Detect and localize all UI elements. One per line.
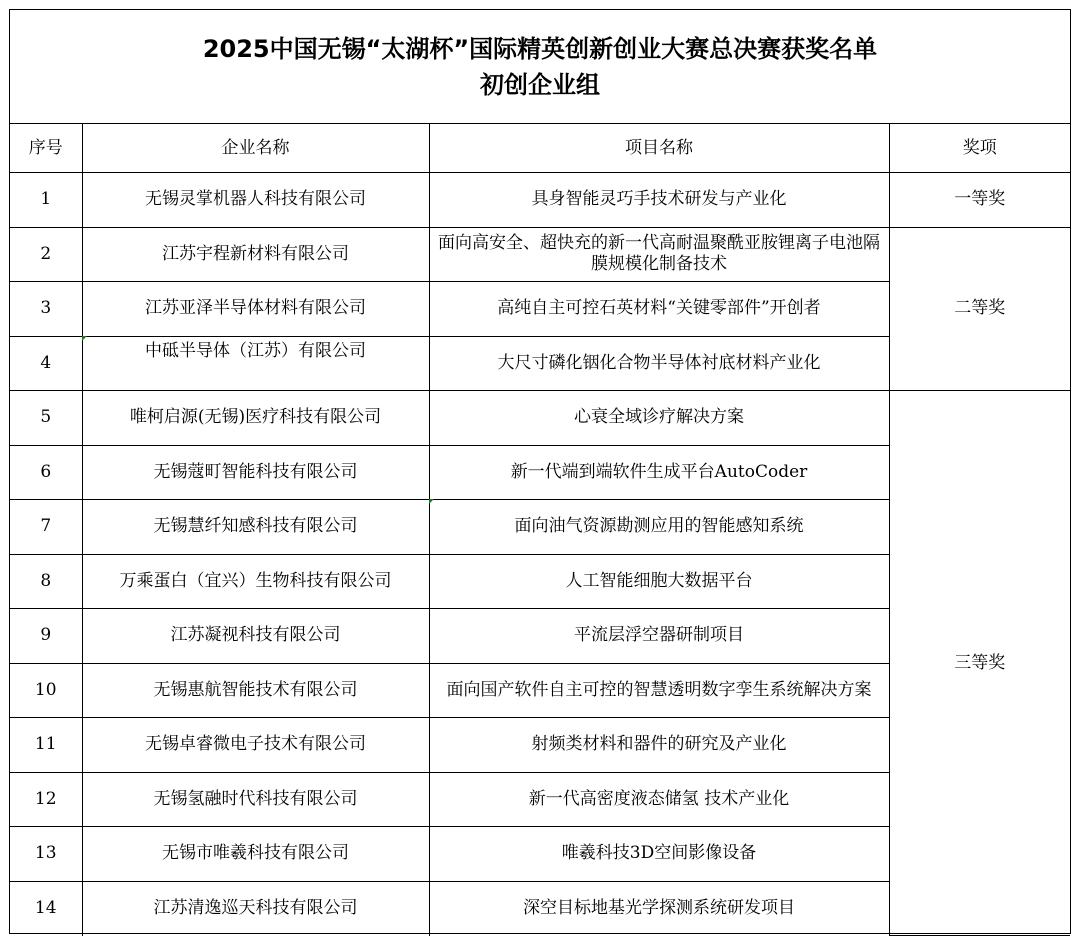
cell-company: 无锡惠航智能技术有限公司: [82, 663, 429, 718]
cell-no: 6: [10, 445, 82, 500]
cell-project: 射频类材料和器件的研究及产业化: [429, 718, 889, 773]
cell-no: 5: [10, 391, 82, 446]
award-table: [10, 123, 1070, 936]
cell-project: 具身智能灵巧手技术研发与产业化: [429, 173, 889, 228]
cell-no: 14: [10, 881, 82, 936]
cell-company: 无锡慧纤知感科技有限公司: [82, 500, 429, 555]
cell-no: 7: [10, 500, 82, 555]
cell-company: 中砥半导体（江苏）有限公司: [82, 336, 429, 391]
cell-project: 高纯自主可控石英材料“关键零部件”开创者: [429, 282, 889, 337]
cell-company: 无锡蔻町智能科技有限公司: [82, 445, 429, 500]
title-block: [10, 10, 1070, 124]
cell-project: 面向国产软件自主可控的智慧透明数字孪生系统解决方案: [429, 663, 889, 718]
cell-award-first: 一等奖: [889, 173, 1070, 228]
cell-no: 3: [10, 282, 82, 337]
cell-company: 江苏凝视科技有限公司: [82, 609, 429, 664]
cell-no: 11: [10, 718, 82, 773]
cell-project: 平流层浮空器研制项目: [429, 609, 889, 664]
header-award: 奖项: [889, 124, 1070, 173]
cell-no: 13: [10, 827, 82, 882]
table-row: [10, 391, 1070, 446]
cell-no: 1: [10, 173, 82, 228]
cell-project: 新一代端到端软件生成平台AutoCoder: [429, 445, 889, 500]
table-header-row: [10, 124, 1070, 173]
cell-company: 唯柯启源(无锡)医疗科技有限公司: [82, 391, 429, 446]
cell-award-third: 三等奖: [889, 391, 1070, 936]
cell-project: 面向油气资源勘测应用的智能感知系统: [429, 500, 889, 555]
page-title: 2025中国无锡“太湖杯”国际精英创新创业大赛总决赛获奖名单: [202, 34, 878, 63]
table-row: [10, 173, 1070, 228]
cell-company: 江苏清逸巡天科技有限公司: [82, 881, 429, 936]
cell-no: 2: [10, 227, 82, 282]
cell-no: 12: [10, 772, 82, 827]
cell-project: 心衰全域诊疗解决方案: [429, 391, 889, 446]
page-subtitle: 初创企业组: [480, 70, 600, 99]
cell-project: 新一代高密度液态储氢 技术产业化: [429, 772, 889, 827]
header-company: 企业名称: [82, 124, 429, 173]
cell-project: 大尺寸磷化铟化合物半导体衬底材料产业化: [429, 336, 889, 391]
cell-no: 8: [10, 554, 82, 609]
header-project: 项目名称: [429, 124, 889, 173]
comment-indicator-icon: [82, 336, 87, 341]
cell-no: 10: [10, 663, 82, 718]
cell-award-second: 二等奖: [889, 227, 1070, 391]
cell-company: 万乘蛋白（宜兴）生物科技有限公司: [82, 554, 429, 609]
cell-no: 9: [10, 609, 82, 664]
table-row: [10, 227, 1070, 282]
cell-project: 深空目标地基光学探测系统研发项目: [429, 881, 889, 936]
cell-project: 唯羲科技3D空间影像设备: [429, 827, 889, 882]
cell-company: 江苏亚泽半导体材料有限公司: [82, 282, 429, 337]
header-no: 序号: [10, 124, 82, 173]
comment-indicator-icon: [429, 499, 434, 504]
cell-project: 面向高安全、超快充的新一代高耐温聚酰亚胺锂离子电池隔膜规模化制备技术: [429, 227, 889, 282]
cell-project: 人工智能细胞大数据平台: [429, 554, 889, 609]
cell-no: 4: [10, 336, 82, 391]
cell-company: 无锡市唯羲科技有限公司: [82, 827, 429, 882]
cell-company: 江苏宇程新材料有限公司: [82, 227, 429, 282]
cell-company: 无锡卓睿微电子技术有限公司: [82, 718, 429, 773]
cell-company: 无锡氢融时代科技有限公司: [82, 772, 429, 827]
cell-company: 无锡灵掌机器人科技有限公司: [82, 173, 429, 228]
award-list-sheet: [9, 9, 1071, 934]
